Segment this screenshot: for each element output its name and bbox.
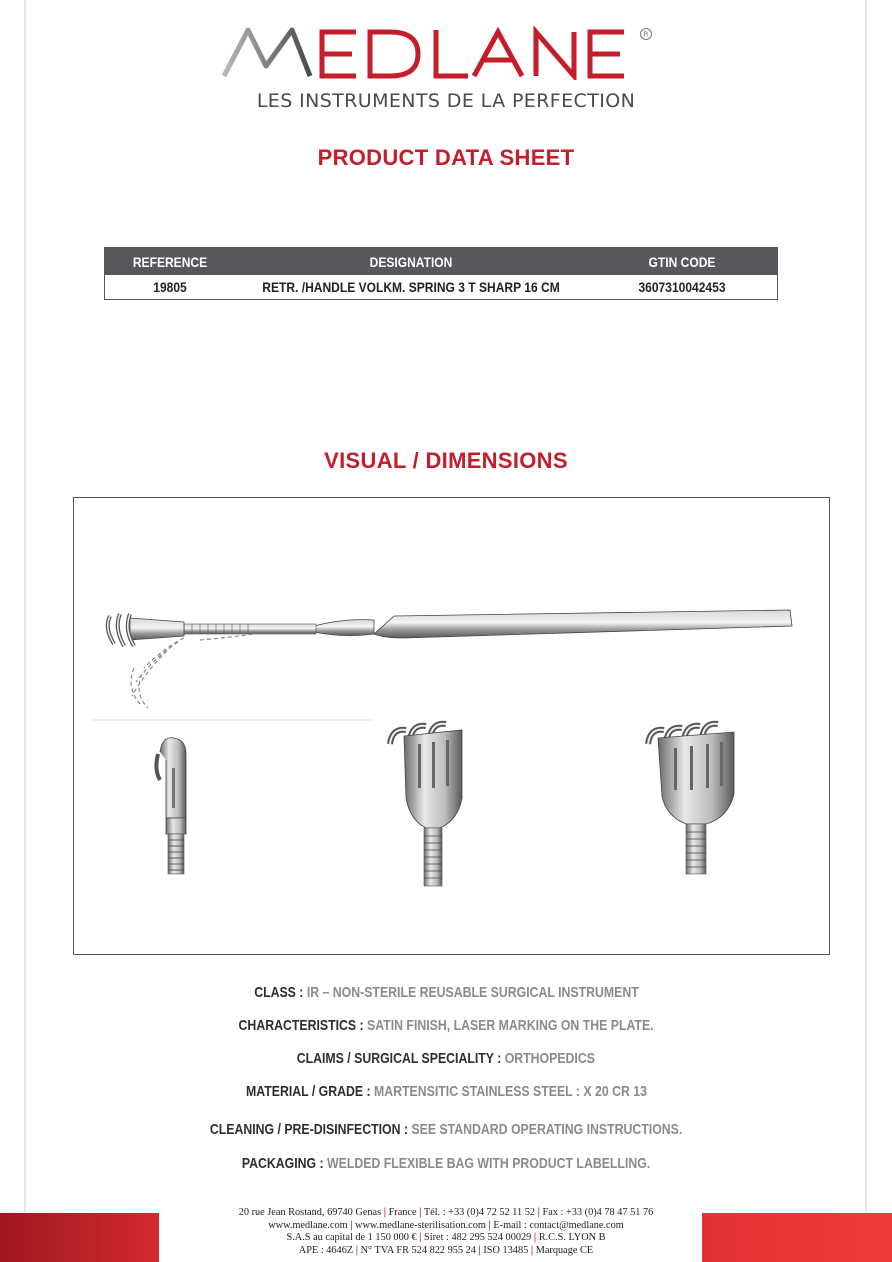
retractor-side-view <box>108 610 792 708</box>
footer-separator: | <box>350 1219 353 1231</box>
visual-title: VISUAL / DIMENSIONS <box>324 448 568 473</box>
footer-separator: | <box>537 1207 540 1218</box>
table-row <box>105 275 777 299</box>
footer-ce-marking: Marquage CE <box>535 1244 594 1256</box>
product-visual-frame <box>73 497 830 955</box>
property-cleaning <box>0 1121 892 1138</box>
table-header-row <box>105 248 777 275</box>
header-reference: REFERENCE <box>132 253 208 270</box>
retractor-illustration <box>74 498 831 956</box>
property-value: WELDED FLEXIBLE BAG WITH PRODUCT LABELLING. <box>326 1155 651 1172</box>
cell-reference: 19805 <box>153 279 187 295</box>
footer-separator: | <box>488 1219 491 1231</box>
product-table <box>104 247 778 300</box>
footer-address: 20 rue Jean Rostand, 69740 Genas <box>238 1207 382 1218</box>
property-value: SEE STANDARD OPERATING INSTRUCTIONS. <box>411 1121 683 1138</box>
footer-sterilisation-link[interactable]: www.medlane-sterilisation.com <box>355 1219 486 1231</box>
detail-one-prong <box>156 738 186 874</box>
property-label: CHARACTERISTICS : <box>238 1017 364 1034</box>
footer-separator: | <box>419 1232 422 1243</box>
footer-separator: | <box>530 1244 534 1256</box>
footer-iso: ISO 13485 <box>483 1244 529 1256</box>
footer-vat: N° TVA FR 524 822 955 24 <box>360 1244 476 1256</box>
footer-red-bar-left <box>0 1213 159 1262</box>
footer-separator: | <box>419 1207 422 1218</box>
property-claims <box>0 1050 892 1067</box>
registered-mark: R <box>643 30 649 39</box>
property-packaging <box>0 1155 892 1172</box>
property-class <box>0 984 892 1001</box>
property-value: ORTHOPEDICS <box>504 1050 596 1067</box>
footer-fax: Fax : +33 (0)4 78 47 51 76 <box>542 1207 654 1218</box>
property-label: CLEANING / PRE-DISINFECTION : <box>209 1121 408 1138</box>
footer-separator: | <box>383 1207 386 1218</box>
property-label: PACKAGING : <box>241 1155 324 1172</box>
footer-website-link[interactable]: www.medlane.com <box>268 1219 348 1231</box>
property-label: CLAIMS / SURGICAL SPECIALITY : <box>296 1050 502 1067</box>
property-characteristics <box>0 1017 892 1034</box>
property-label: MATERIAL / GRADE : <box>245 1083 371 1100</box>
footer-separator: | <box>533 1232 537 1243</box>
property-value: IR – NON-STERILE REUSABLE SURGICAL INSTRUMENT <box>306 984 639 1001</box>
footer-separator: | <box>478 1244 481 1256</box>
footer-red-bar-right <box>702 1213 892 1262</box>
header-designation: DESIGNATION <box>369 253 453 270</box>
header-gtin: GTIN CODE <box>648 253 716 270</box>
footer-email[interactable]: E-mail : contact@medlane.com <box>493 1219 624 1231</box>
footer-separator: | <box>355 1244 359 1256</box>
detail-three-prongs <box>390 724 462 886</box>
detail-four-prongs <box>648 724 734 874</box>
sheet-title: PRODUCT DATA SHEET <box>317 145 575 170</box>
footer-capital: S.A.S au capital de 1 150 000 € <box>286 1232 417 1243</box>
cell-gtin: 3607310042453 <box>638 279 726 295</box>
property-value: MARTENSITIC STAINLESS STEEL : X 20 CR 13 <box>373 1083 647 1100</box>
property-value: SATIN FINISH, LASER MARKING ON THE PLATE. <box>366 1017 654 1034</box>
property-label: CLASS : <box>253 984 303 1001</box>
footer-siret: Siret : 482 295 524 00029 <box>424 1232 532 1243</box>
footer-ape: APE : 4646Z <box>298 1244 354 1256</box>
footer-rcs: R.C.S. LYON B <box>538 1232 606 1243</box>
cell-designation: RETR. /HANDLE VOLKM. SPRING 3 T SHARP 16 CM <box>262 279 560 295</box>
medlane-logo <box>222 26 652 80</box>
footer-country: France <box>388 1207 417 1218</box>
brand-tagline: LES INSTRUMENTS DE LA PERFECTION <box>256 90 636 112</box>
footer-phone: Tél. : +33 (0)4 72 52 11 52 <box>423 1207 536 1218</box>
property-material <box>0 1083 892 1100</box>
